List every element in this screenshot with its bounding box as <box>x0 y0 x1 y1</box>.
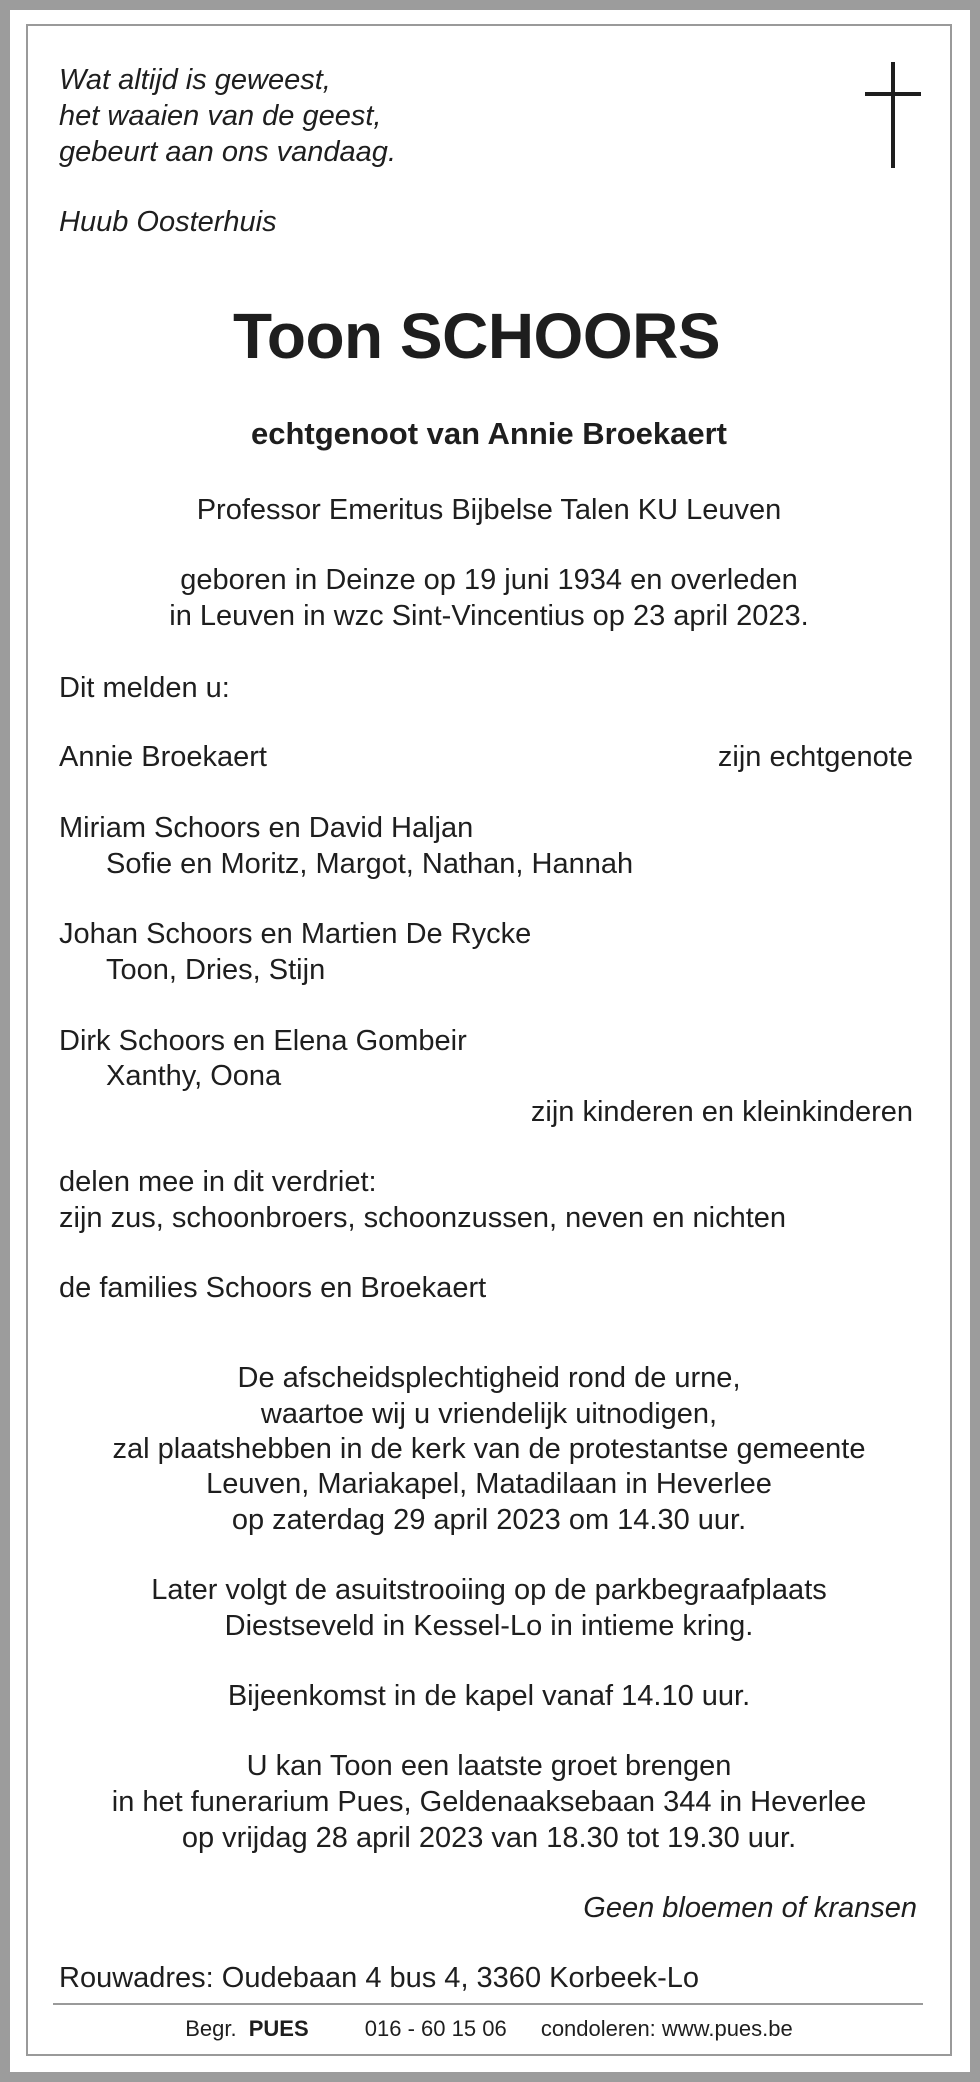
child-parents: Dirk Schoors en Elena Gombeir <box>59 1025 467 1057</box>
families: de families Schoors en Broekaert <box>59 1272 487 1304</box>
footer-divider <box>53 2003 923 2005</box>
mourning-address: Rouwadres: Oudebaan 4 bus 4, 3360 Korbeek-Lo <box>59 1962 700 1994</box>
spouse-name: Annie Broekaert <box>59 741 267 773</box>
ceremony-line: zal plaatshebben in de kerk van de protestantse gemeente <box>112 1433 866 1465</box>
footer <box>10 2014 968 2044</box>
announce-intro: Dit melden u: <box>59 672 230 704</box>
child-parents: Johan Schoors en Martien De Rycke <box>59 918 532 950</box>
visit-line: U kan Toon een laatste groet brengen <box>246 1750 732 1782</box>
grandchildren: Sofie en Moritz, Margot, Nathan, Hannah <box>106 848 634 880</box>
spouse-line: echtgenoot van Annie Broekaert <box>250 416 727 451</box>
undertaker-name: PUES <box>248 2016 309 2041</box>
gathering-line: Bijeenkomst in de kapel vanaf 14.10 uur. <box>227 1680 751 1712</box>
deceased-title: Professor Emeritus Bijbelse Talen KU Leuven <box>196 494 782 526</box>
scattering-line: Later volgt de asuitstrooiing op de parkbegraafplaats <box>151 1574 827 1606</box>
scattering-line: Diestseveld in Kessel-Lo in intieme kring. <box>224 1610 754 1642</box>
quote-line: gebeurt aan ons vandaag. <box>59 136 396 168</box>
grandchildren: Xanthy, Oona <box>106 1060 282 1092</box>
condolence-link[interactable]: condoleren: www.pues.be <box>540 2016 793 2041</box>
quote-author: Huub Oosterhuis <box>59 206 277 238</box>
ceremony-line: op zaterdag 29 april 2023 om 14.30 uur. <box>231 1504 747 1536</box>
death-line: in Leuven in wzc Sint-Vincentius op 23 april 2023. <box>169 600 809 632</box>
visit-line: in het funerarium Pues, Geldenaaksebaan 344 in Heverlee <box>111 1786 867 1818</box>
obituary-page <box>10 10 970 2072</box>
undertaker-prefix: Begr. <box>185 2016 237 2041</box>
child-parents: Miriam Schoors en David Haljan <box>59 812 474 844</box>
visit-line: op vrijdag 28 april 2023 van 18.30 tot 19.30 uur. <box>181 1822 797 1854</box>
spouse-role: zijn echtgenote <box>717 741 913 773</box>
deceased-name: Toon SCHOORS <box>233 300 720 372</box>
relatives: zijn zus, schoonbroers, schoonzussen, neven en nichten <box>59 1202 787 1234</box>
birth-line: geboren in Deinze op 19 juni 1934 en overleden <box>180 564 798 596</box>
quote-line: het waaien van de geest, <box>59 100 382 132</box>
share-intro: delen mee in dit verdriet: <box>59 1166 377 1198</box>
ceremony-line: Leuven, Mariakapel, Matadilaan in Heverlee <box>206 1468 772 1500</box>
quote-line: Wat altijd is geweest, <box>59 64 331 96</box>
ceremony-line: De afscheidsplechtigheid rond de urne, <box>237 1362 741 1394</box>
grandchildren: Toon, Dries, Stijn <box>106 954 326 986</box>
phone-number: 016 - 60 15 06 <box>364 2016 507 2041</box>
children-role: zijn kinderen en kleinkinderen <box>530 1096 913 1128</box>
no-flowers: Geen bloemen of kransen <box>583 1892 917 1924</box>
ceremony-line: waartoe wij u vriendelijk uitnodigen, <box>260 1398 718 1430</box>
cross-icon <box>863 62 923 168</box>
